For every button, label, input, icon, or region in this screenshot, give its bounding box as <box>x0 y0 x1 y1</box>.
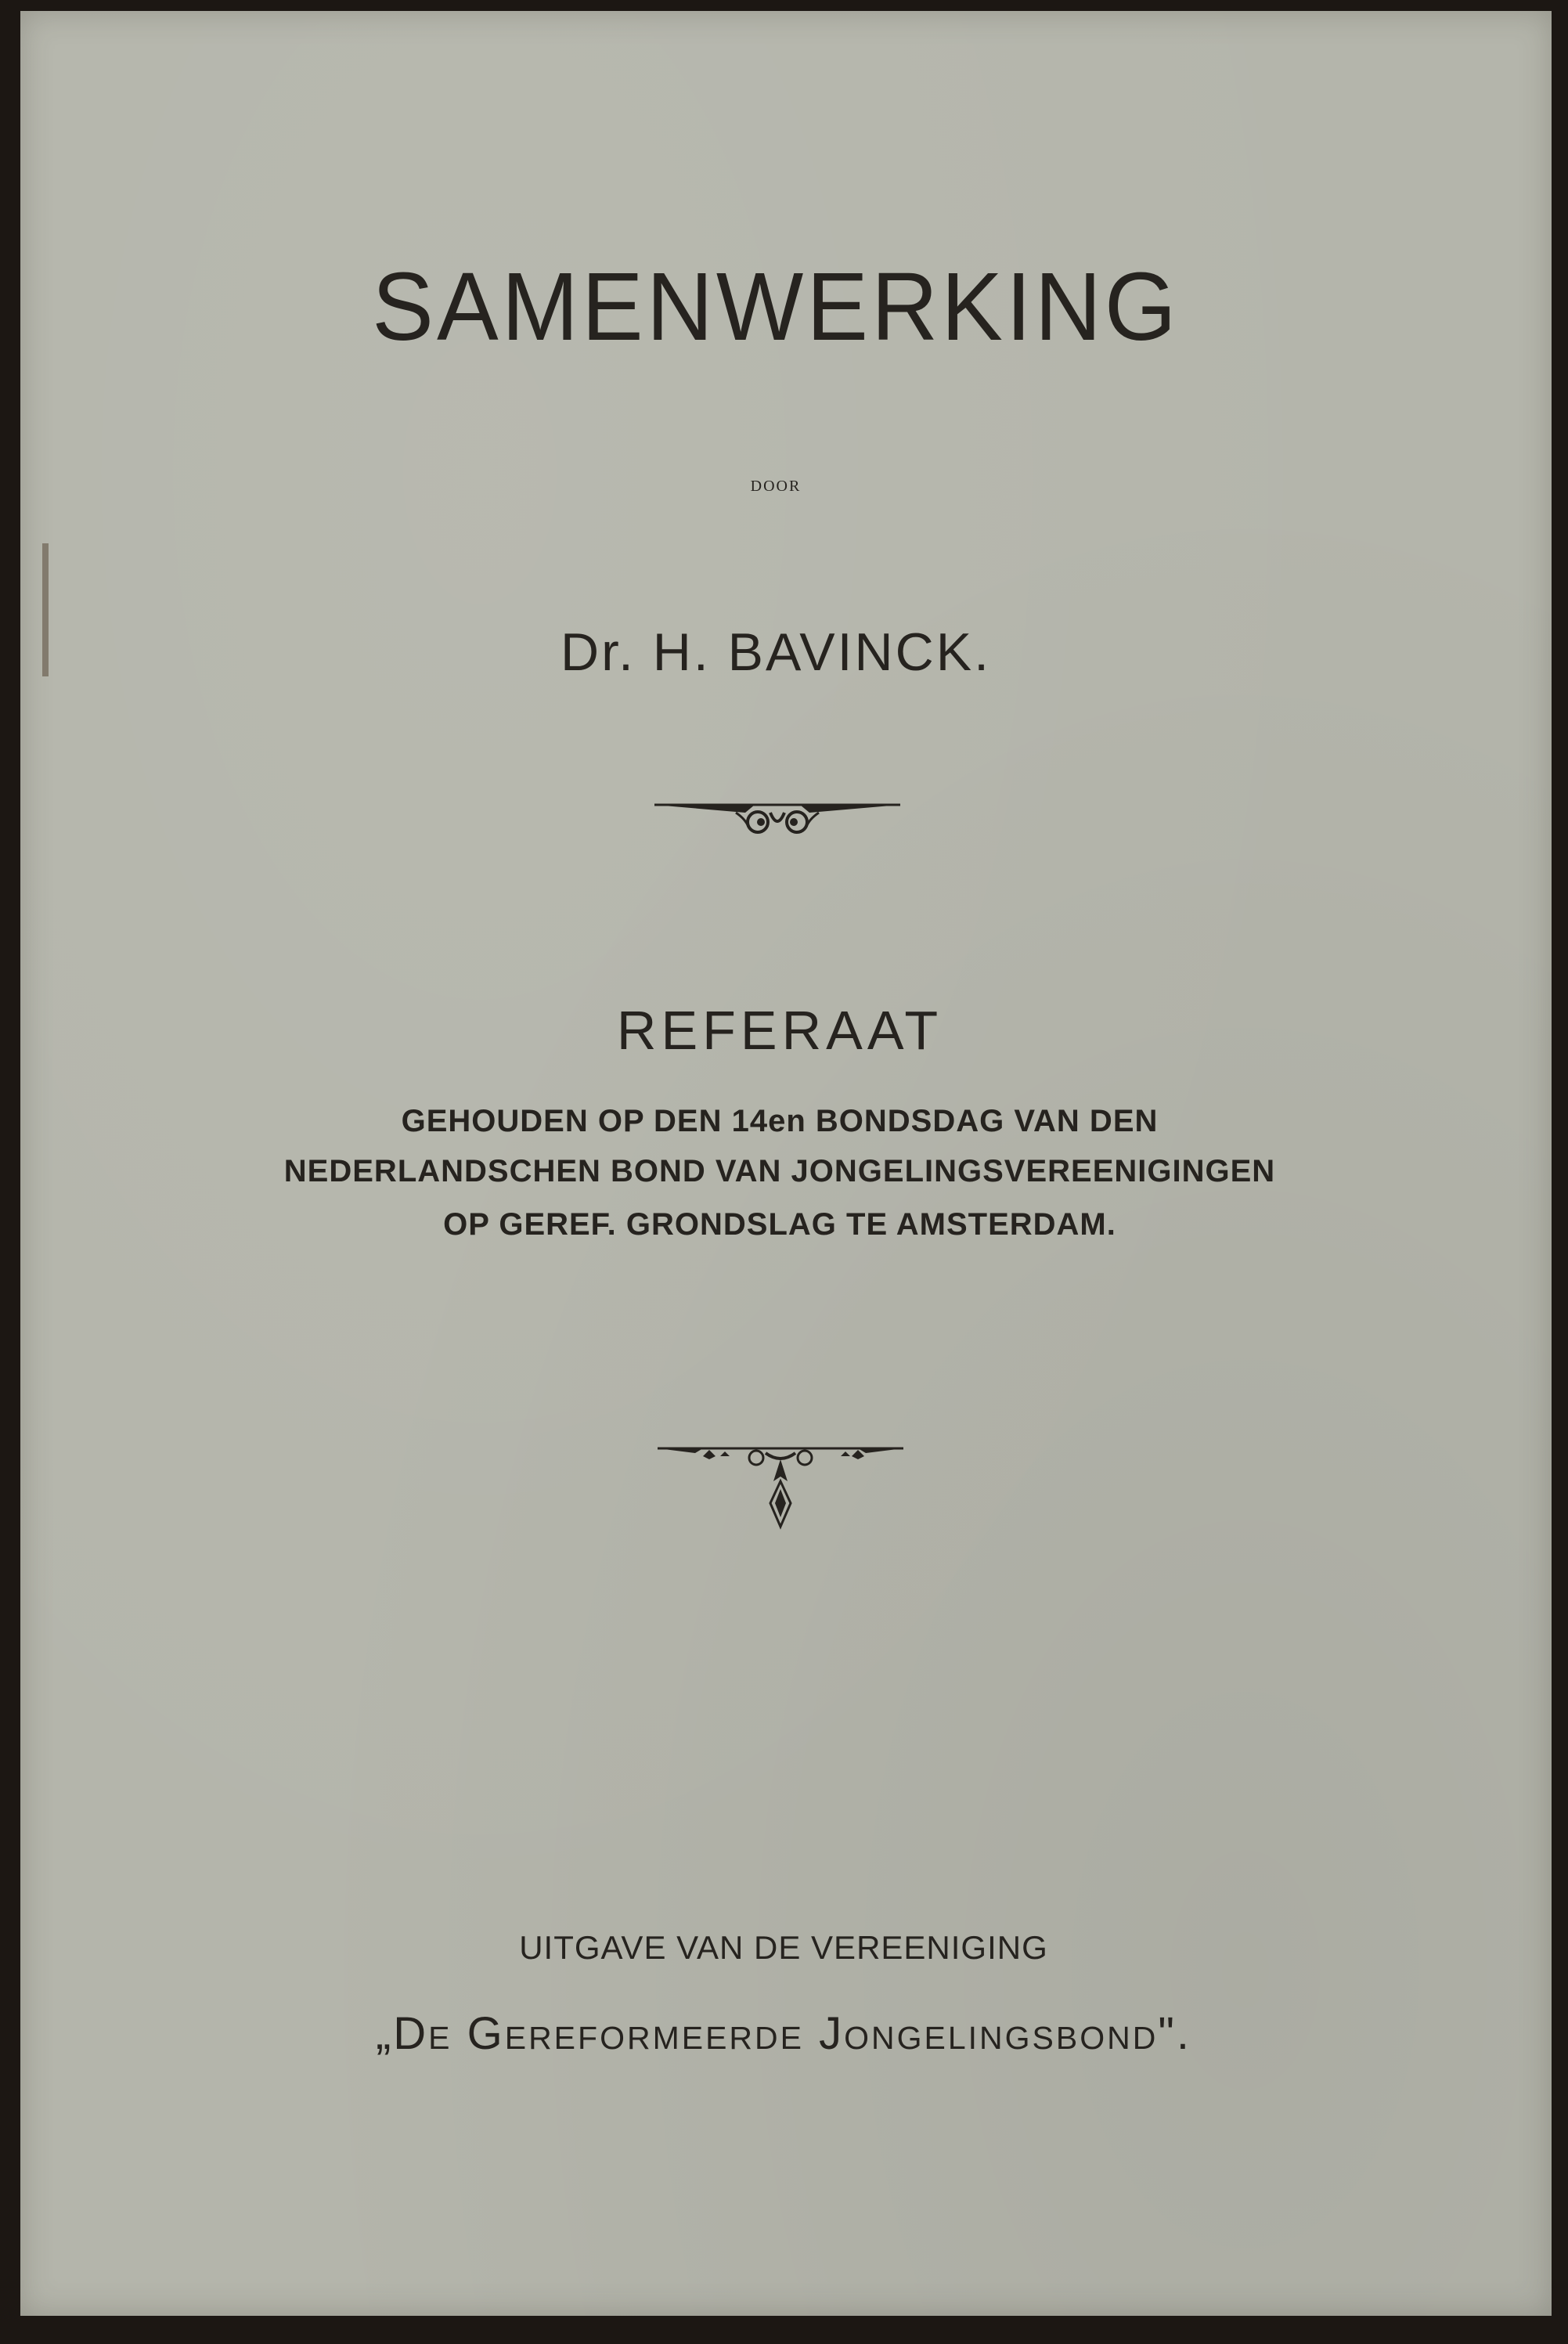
publisher-line: UITGAVE VAN DE VEREENIGING <box>519 1929 1048 1966</box>
document-genre: REFERAAT <box>616 1000 943 1061</box>
publisher-name: „De Gereformeerde Jongelingsbond". <box>375 2008 1192 2059</box>
subtitle-line-3: OP GEREF. GRONDSLAG TE AMSTERDAM. <box>443 1207 1116 1242</box>
fleuron-ornament <box>656 1441 905 1534</box>
byline-label: DOOR <box>750 478 802 495</box>
subtitle-line-1: GEHOUDEN OP DEN 14en BONDSDAG VAN DEN <box>401 1104 1159 1138</box>
scroll-ornament <box>653 795 902 839</box>
subtitle-line-2: NEDERLANDSCHEN BOND VAN JONGELINGSVEREENIGINGEN <box>283 1154 1276 1188</box>
author-name: Dr. H. BAVINCK. <box>560 622 992 682</box>
cover-title: SAMENWERKING <box>372 252 1180 362</box>
booklet-cover <box>20 11 1552 2316</box>
